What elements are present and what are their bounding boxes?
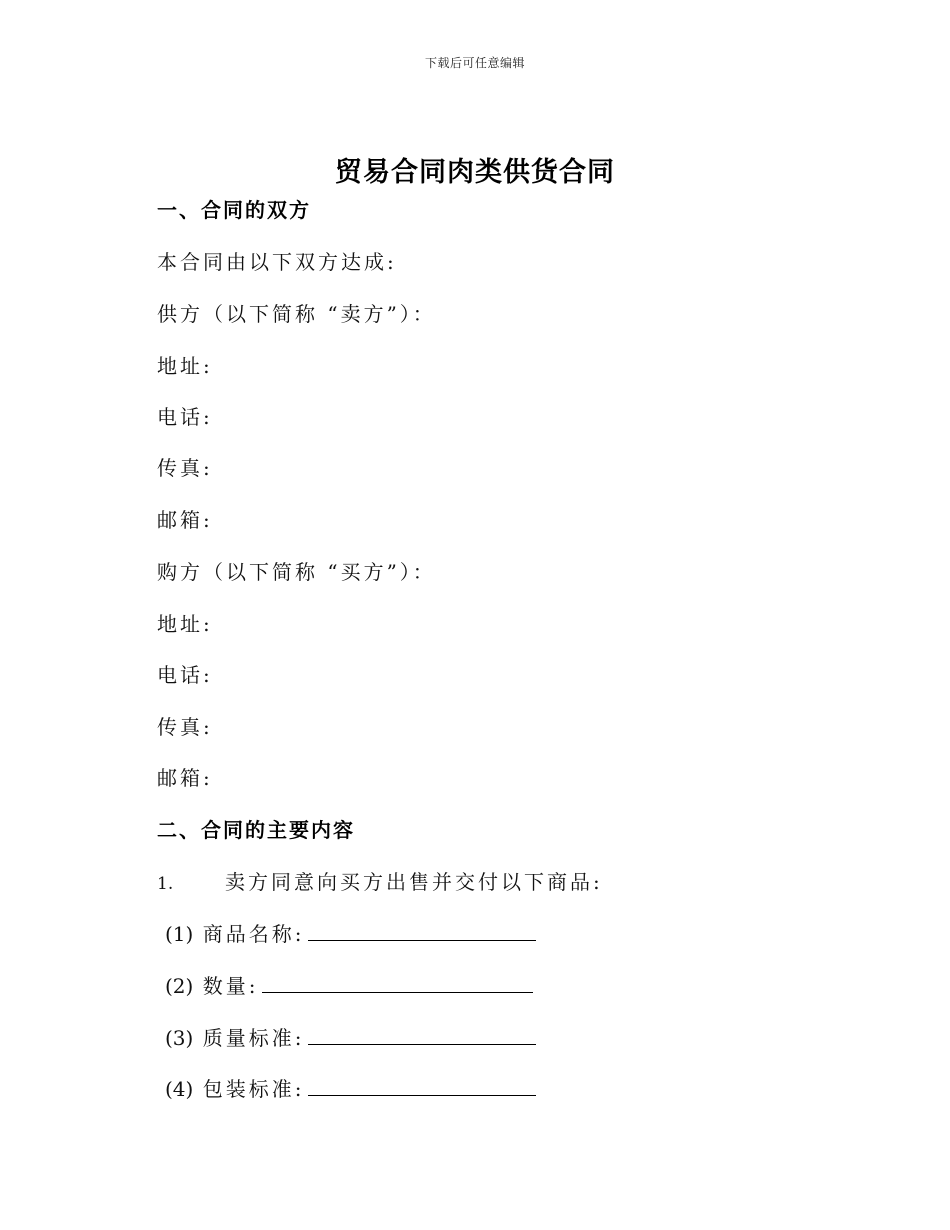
seller-phone-label: 电话: xyxy=(157,405,213,429)
item-quality-standard xyxy=(165,1026,536,1050)
item-label: 质量标准: xyxy=(202,1026,305,1050)
section-heading-main-content: 二、合同的主要内容 xyxy=(157,818,355,842)
section-heading-parties: 一、合同的双方 xyxy=(157,198,311,222)
quantity-blank-field[interactable] xyxy=(262,976,533,993)
item-index: (1) xyxy=(165,922,194,946)
item-index: (2) xyxy=(165,974,194,998)
seller-fax-label: 传真: xyxy=(157,456,213,480)
clause-1 xyxy=(157,870,603,894)
item-quantity xyxy=(165,974,533,998)
packaging-standard-blank-field[interactable] xyxy=(308,1079,536,1096)
item-packaging-standard xyxy=(165,1077,536,1101)
page-header-note: 下载后可任意编辑 xyxy=(424,56,525,70)
item-label: 商品名称: xyxy=(202,922,305,946)
seller-label: 供方（以下简称 “卖方”）： xyxy=(157,302,436,326)
quality-standard-blank-field[interactable] xyxy=(308,1028,536,1045)
parties-intro: 本合同由以下双方达成: xyxy=(157,250,397,274)
item-label: 数量: xyxy=(202,974,259,998)
buyer-address-label: 地址: xyxy=(157,612,213,636)
buyer-email-label: 邮箱: xyxy=(157,766,213,790)
seller-address-label: 地址: xyxy=(157,354,213,378)
item-index: (3) xyxy=(165,1026,194,1050)
item-label: 包装标准: xyxy=(202,1077,305,1101)
buyer-fax-label: 传真: xyxy=(157,715,213,739)
product-name-blank-field[interactable] xyxy=(308,924,536,941)
buyer-label: 购方（以下简称 “买方”）： xyxy=(157,560,436,584)
item-index: (4) xyxy=(165,1077,194,1101)
buyer-phone-label: 电话: xyxy=(157,663,213,687)
seller-email-label: 邮箱: xyxy=(157,508,213,532)
document-title: 贸易合同肉类供货合同 xyxy=(335,157,615,188)
clause-1-number: 1. xyxy=(157,874,174,894)
item-product-name xyxy=(165,922,536,946)
clause-1-text: 卖方同意向买方出售并交付以下商品: xyxy=(225,870,603,894)
